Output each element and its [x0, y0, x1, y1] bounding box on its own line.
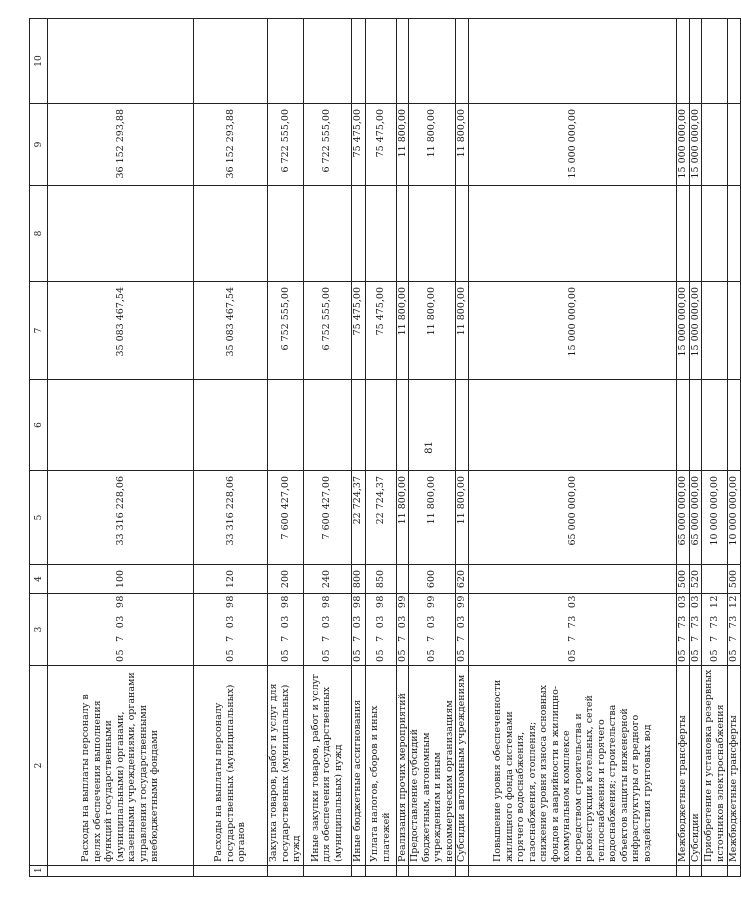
cell-code: 05 7 73 03 — [689, 594, 702, 666]
cell-c9: 15 000 000,00 — [677, 104, 690, 186]
row-spacer-cell — [469, 866, 677, 877]
cell-c7 — [728, 282, 741, 380]
cell-c5: 22 724,37 — [351, 471, 365, 565]
cell-c6 — [351, 380, 365, 471]
cell-c10 — [689, 19, 702, 104]
cell-name: Приобретение и установка резервных источников электроснабжения — [702, 666, 728, 866]
table-row — [409, 19, 456, 877]
row-spacer-cell — [48, 866, 194, 877]
cell-c5: 65 000 000,00 — [469, 471, 677, 565]
cell-c6 — [303, 380, 351, 471]
cell-c6 — [48, 380, 194, 471]
row-spacer-cell — [365, 866, 396, 877]
cell-vr: 520 — [689, 565, 702, 594]
cell-c8 — [702, 186, 728, 282]
cell-c9: 11 800,00 — [396, 104, 409, 186]
cell-name: Повышение уровня обеспеченности жилищного фонда системами горячего водоснабжения, газоснабжения, отопления; снижение уровня износа основных фондов и аварийности в жилищно-коммунальном комплексе посредством строительства и реконструкции котельных, сетей теплоснабжения и горячего водоснабжения; строительства объектов защиты инженерной инфраструктуры от вредного воздействия грунтовых вод — [469, 666, 677, 866]
cell-c8 — [194, 186, 268, 282]
row-spacer-cell — [268, 866, 304, 877]
table-row — [194, 19, 268, 877]
cell-c9: 15 000 000,00 — [469, 104, 677, 186]
table-row — [689, 19, 702, 877]
table-row — [303, 19, 351, 877]
cell-c6 — [677, 380, 690, 471]
cell-c6 — [409, 380, 456, 471]
cell-c5: 65 000 000,00 — [677, 471, 690, 565]
cell-c10 — [351, 19, 365, 104]
cell-vr: 620 — [456, 565, 469, 594]
cell-name: Иные бюджетные ассигнования — [351, 666, 365, 866]
table-body — [48, 19, 741, 877]
cell-c8 — [409, 186, 456, 282]
cell-c10 — [456, 19, 469, 104]
cell-code: 05 7 73 03 — [469, 594, 677, 666]
cell-c9: 11 800,00 — [409, 104, 456, 186]
col-header: 8 — [30, 186, 48, 282]
col-header: 5 — [30, 471, 48, 565]
cell-name: Уплата налогов, сборов и иных платежей — [365, 666, 396, 866]
cell-c8 — [689, 186, 702, 282]
cell-vr — [469, 565, 677, 594]
cell-c9 — [702, 104, 728, 186]
cell-c10 — [48, 19, 194, 104]
table-row — [396, 19, 409, 877]
cell-c8 — [268, 186, 304, 282]
cell-name: Расходы на выплаты персоналу государственных (муниципальных) органов — [194, 666, 268, 866]
row-spacer-cell — [303, 866, 351, 877]
cell-vr: 600 — [409, 565, 456, 594]
cell-name: Субсидии автономным учреждениям — [456, 666, 469, 866]
col-header: 7 — [30, 282, 48, 380]
table-row — [728, 19, 741, 877]
cell-code: 05 7 03 98 — [351, 594, 365, 666]
cell-code: 05 7 73 12 — [728, 594, 741, 666]
cell-c7 — [702, 282, 728, 380]
col-header: 6 — [30, 380, 48, 471]
row-spacer-cell — [702, 866, 728, 877]
cell-c9: 75 475,00 — [365, 104, 396, 186]
cell-c9 — [728, 104, 741, 186]
cell-code: 05 7 03 99 — [396, 594, 409, 666]
cell-c6 — [365, 380, 396, 471]
cell-c7: 35 083 467,54 — [48, 282, 194, 380]
page-number: 81 — [423, 441, 435, 454]
cell-name: Предоставление субсидий бюджетным, автономным учреждениям и иным некоммерческим организациям — [409, 666, 456, 866]
cell-c8 — [456, 186, 469, 282]
cell-c10 — [409, 19, 456, 104]
cell-vr: 120 — [194, 565, 268, 594]
header-row — [30, 19, 48, 877]
cell-c9: 15 000 000,00 — [689, 104, 702, 186]
cell-c8 — [728, 186, 741, 282]
table-row — [456, 19, 469, 877]
cell-c5: 33 316 228,06 — [48, 471, 194, 565]
cell-c10 — [303, 19, 351, 104]
cell-vr: 100 — [48, 565, 194, 594]
cell-c7: 75 475,00 — [351, 282, 365, 380]
cell-c9: 6 722 555,00 — [268, 104, 304, 186]
cell-c5: 11 800,00 — [456, 471, 469, 565]
cell-name: Закупка товаров, работ и услуг для государственных (муниципальных) нужд — [268, 666, 304, 866]
cell-vr: 240 — [303, 565, 351, 594]
cell-c8 — [469, 186, 677, 282]
cell-code: 05 7 03 99 — [456, 594, 469, 666]
cell-name: Субсидии — [689, 666, 702, 866]
cell-c7: 75 475,00 — [365, 282, 396, 380]
cell-c9: 75 475,00 — [351, 104, 365, 186]
cell-c10 — [677, 19, 690, 104]
cell-c5: 11 800,00 — [409, 471, 456, 565]
cell-c7: 15 000 000,00 — [469, 282, 677, 380]
cell-name: Иные закупки товаров, работ и услуг для обеспечения государственных (муниципальных) нужд — [303, 666, 351, 866]
cell-c8 — [351, 186, 365, 282]
cell-c10 — [194, 19, 268, 104]
cell-c10 — [702, 19, 728, 104]
cell-name: Реализация прочих мероприятий — [396, 666, 409, 866]
cell-c6 — [728, 380, 741, 471]
cell-c8 — [365, 186, 396, 282]
budget-table — [29, 18, 741, 877]
cell-c7: 15 000 000,00 — [689, 282, 702, 380]
cell-code: 05 7 03 98 — [194, 594, 268, 666]
table-row — [268, 19, 304, 877]
cell-c6 — [194, 380, 268, 471]
cell-c7: 35 083 467,54 — [194, 282, 268, 380]
cell-c9: 11 800,00 — [456, 104, 469, 186]
table-row — [351, 19, 365, 877]
cell-c8 — [303, 186, 351, 282]
cell-code: 05 7 73 12 — [702, 594, 728, 666]
cell-c9: 36 152 293,88 — [48, 104, 194, 186]
cell-c9: 6 722 555,00 — [303, 104, 351, 186]
cell-c5: 11 800,00 — [396, 471, 409, 565]
row-spacer-cell — [351, 866, 365, 877]
cell-c5: 7 600 427,00 — [303, 471, 351, 565]
cell-c8 — [48, 186, 194, 282]
cell-c6 — [702, 380, 728, 471]
cell-name: Расходы на выплаты персоналу в целях обеспечения выполнения функций государственными (муниципальными) органами, казенными учреждениями, органами управления государственными внебюджетными фондами — [48, 666, 194, 866]
col-header: 2 — [30, 666, 48, 866]
cell-code: 05 7 03 98 — [48, 594, 194, 666]
col-header: 3 — [30, 594, 48, 666]
cell-c7: 11 800,00 — [396, 282, 409, 380]
row-spacer-cell — [689, 866, 702, 877]
cell-c7: 6 752 555,00 — [303, 282, 351, 380]
cell-c6 — [396, 380, 409, 471]
cell-c7: 15 000 000,00 — [677, 282, 690, 380]
cell-vr: 850 — [365, 565, 396, 594]
table-row — [469, 19, 677, 877]
table-row — [702, 19, 728, 877]
row-spacer-cell — [677, 866, 690, 877]
row-spacer-cell — [456, 866, 469, 877]
col-header: 9 — [30, 104, 48, 186]
cell-c6 — [469, 380, 677, 471]
row-spacer-cell — [728, 866, 741, 877]
cell-name: Межбюджетные трансферты — [728, 666, 741, 866]
cell-c10 — [396, 19, 409, 104]
table-row — [48, 19, 194, 877]
cell-c6 — [268, 380, 304, 471]
cell-c7: 11 800,00 — [456, 282, 469, 380]
cell-vr — [702, 565, 728, 594]
budget-table-rotated — [29, 19, 739, 877]
col-header: 10 — [30, 19, 48, 104]
cell-c8 — [677, 186, 690, 282]
cell-code: 05 7 03 98 — [303, 594, 351, 666]
cell-c5: 22 724,37 — [365, 471, 396, 565]
table-row — [677, 19, 690, 877]
cell-c7: 6 752 555,00 — [268, 282, 304, 380]
col-header: 1 — [30, 866, 48, 877]
cell-code: 05 7 03 98 — [268, 594, 304, 666]
cell-code: 05 7 73 03 — [677, 594, 690, 666]
cell-c8 — [396, 186, 409, 282]
row-spacer-cell — [409, 866, 456, 877]
row-spacer-cell — [396, 866, 409, 877]
cell-c5: 33 316 228,06 — [194, 471, 268, 565]
col-header: 4 — [30, 565, 48, 594]
cell-c5: 65 000 000,00 — [689, 471, 702, 565]
cell-c10 — [469, 19, 677, 104]
row-spacer-cell — [194, 866, 268, 877]
cell-vr — [396, 565, 409, 594]
cell-code: 05 7 03 99 — [409, 594, 456, 666]
cell-c10 — [365, 19, 396, 104]
cell-c5: 10 000 000,00 — [702, 471, 728, 565]
cell-c9: 36 152 293,88 — [194, 104, 268, 186]
cell-c6 — [456, 380, 469, 471]
cell-c10 — [728, 19, 741, 104]
cell-name: Межбюджетные трансферты — [677, 666, 690, 866]
cell-vr: 500 — [677, 565, 690, 594]
cell-c10 — [268, 19, 304, 104]
cell-c5: 7 600 427,00 — [268, 471, 304, 565]
cell-c7: 11 800,00 — [409, 282, 456, 380]
table-row — [365, 19, 396, 877]
cell-code: 05 7 03 98 — [365, 594, 396, 666]
cell-c5: 10 000 000,00 — [728, 471, 741, 565]
cell-vr: 500 — [728, 565, 741, 594]
cell-vr: 800 — [351, 565, 365, 594]
cell-vr: 200 — [268, 565, 304, 594]
cell-c6 — [689, 380, 702, 471]
